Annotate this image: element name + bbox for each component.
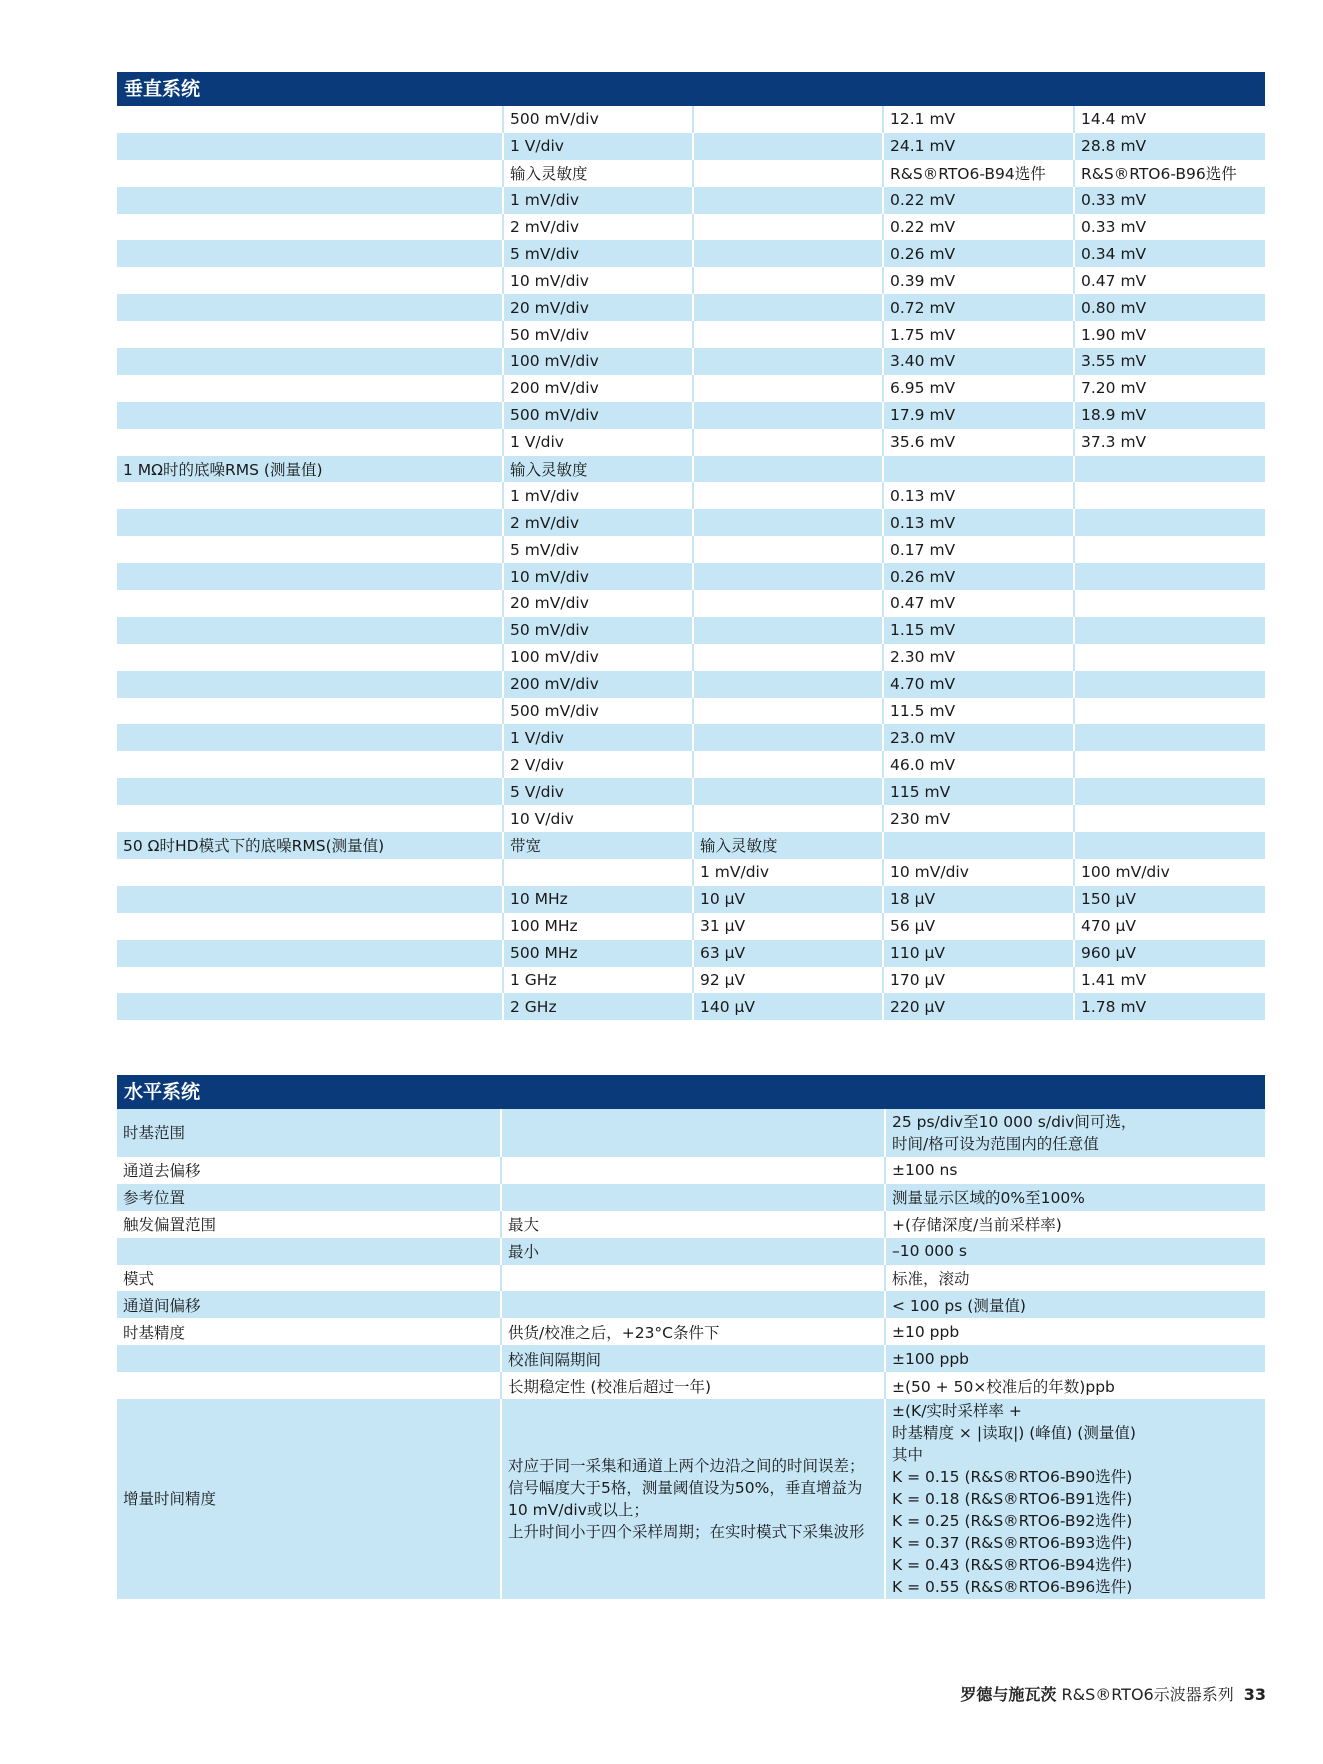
table-cell: 5 mV/div [503, 536, 693, 563]
table-cell [117, 913, 503, 940]
table-cell [1074, 590, 1265, 617]
table-cell: 输入灵敏度 [503, 456, 693, 483]
table-cell: ±100 ns [885, 1157, 1265, 1184]
table-cell [117, 187, 503, 214]
table-cell: 200 mV/div [503, 671, 693, 698]
table-cell [1074, 832, 1265, 859]
table-cell [883, 456, 1074, 483]
table-cell [693, 671, 883, 698]
table-cell [117, 1238, 501, 1265]
table-row [117, 1184, 1265, 1211]
vertical-spec-table [117, 106, 1265, 1020]
table-cell: 46.0 mV [883, 751, 1074, 778]
table-cell: 10 mV/div [503, 563, 693, 590]
table-cell: 25 ps/div至10 000 s/div间可选， 时间/格可设为范围内的任意值 [885, 1109, 1265, 1157]
table-cell [1074, 456, 1265, 483]
table-cell: 1.78 mV [1074, 993, 1265, 1020]
table-cell: 500 MHz [503, 940, 693, 967]
table-row [117, 671, 1265, 698]
table-cell: 500 mV/div [503, 106, 693, 133]
table-cell: 0.13 mV [883, 482, 1074, 509]
table-cell [501, 1265, 885, 1292]
table-cell [1074, 617, 1265, 644]
table-cell: 1 MΩ时的底噪RMS (测量值) [117, 456, 503, 483]
table-cell: 100 MHz [503, 913, 693, 940]
table-cell [503, 859, 693, 886]
table-row [117, 644, 1265, 671]
table-row [117, 187, 1265, 214]
table-cell: 2 V/div [503, 751, 693, 778]
table-row [117, 940, 1265, 967]
table-row [117, 214, 1265, 241]
table-cell [117, 509, 503, 536]
table-cell [1074, 563, 1265, 590]
table-row [117, 294, 1265, 321]
table-cell [117, 1345, 501, 1372]
table-cell: 1.41 mV [1074, 967, 1265, 994]
table-cell [693, 644, 883, 671]
table-cell [693, 321, 883, 348]
table-cell: 10 mV/div [503, 267, 693, 294]
table-cell [693, 724, 883, 751]
table-cell: 0.33 mV [1074, 214, 1265, 241]
table-cell: 63 µV [693, 940, 883, 967]
table-cell: 200 mV/div [503, 375, 693, 402]
table-cell: 通道间偏移 [117, 1291, 501, 1318]
table-cell [693, 402, 883, 429]
table-cell: 标准，滚动 [885, 1265, 1265, 1292]
table-cell: 1.15 mV [883, 617, 1074, 644]
table-cell: 3.55 mV [1074, 348, 1265, 375]
table-cell: 时基精度 [117, 1318, 501, 1345]
table-cell: 1 V/div [503, 724, 693, 751]
table-cell: 时基范围 [117, 1109, 501, 1157]
table-row [117, 1109, 1265, 1157]
table-cell [1074, 671, 1265, 698]
table-cell: 2 mV/div [503, 214, 693, 241]
table-cell: 2 mV/div [503, 509, 693, 536]
table-cell: 1 V/div [503, 429, 693, 456]
table-cell: 0.34 mV [1074, 240, 1265, 267]
table-cell: 11.5 mV [883, 698, 1074, 725]
section-title-vertical: 垂直系统 [117, 72, 1265, 106]
table-row [117, 1157, 1265, 1184]
table-row [117, 348, 1265, 375]
table-cell [117, 805, 503, 832]
footer-series: R&S®RTO6示波器系列 [1056, 1685, 1234, 1704]
table-cell: 0.17 mV [883, 536, 1074, 563]
table-row [117, 590, 1265, 617]
table-cell [693, 509, 883, 536]
table-cell: 带宽 [503, 832, 693, 859]
table-cell [693, 133, 883, 160]
table-cell: 24.1 mV [883, 133, 1074, 160]
table-cell: 3.40 mV [883, 348, 1074, 375]
table-cell: 1 mV/div [503, 187, 693, 214]
table-cell [693, 482, 883, 509]
table-cell: 500 mV/div [503, 402, 693, 429]
page-number: 33 [1243, 1685, 1266, 1704]
footer-brand: 罗德与施瓦茨 [960, 1685, 1057, 1704]
table-row [117, 106, 1265, 133]
table-cell [117, 671, 503, 698]
table-cell: 220 µV [883, 993, 1074, 1020]
table-row [117, 429, 1265, 456]
table-cell [693, 187, 883, 214]
table-row [117, 1238, 1265, 1265]
table-cell [117, 294, 503, 321]
table-cell: 5 V/div [503, 778, 693, 805]
table-cell: 470 µV [1074, 913, 1265, 940]
table-cell: 150 µV [1074, 886, 1265, 913]
table-cell: 18.9 mV [1074, 402, 1265, 429]
table-cell [1074, 724, 1265, 751]
table-cell [1074, 778, 1265, 805]
table-cell: 测量显示区域的0%至100% [885, 1184, 1265, 1211]
table-row [117, 859, 1265, 886]
table-cell: +(存储深度/当前采样率) [885, 1211, 1265, 1238]
table-cell: 输入灵敏度 [693, 832, 883, 859]
table-cell: 0.13 mV [883, 509, 1074, 536]
table-cell [693, 429, 883, 456]
table-cell [693, 617, 883, 644]
table-cell [693, 160, 883, 187]
table-row [117, 724, 1265, 751]
table-cell [693, 375, 883, 402]
table-cell: 23.0 mV [883, 724, 1074, 751]
table-cell: 0.26 mV [883, 563, 1074, 590]
table-cell [693, 214, 883, 241]
table-row [117, 1318, 1265, 1345]
table-cell [501, 1184, 885, 1211]
table-cell: 0.33 mV [1074, 187, 1265, 214]
table-row [117, 1291, 1265, 1318]
table-cell: 20 mV/div [503, 590, 693, 617]
table-cell [117, 267, 503, 294]
table-cell: 长期稳定性 (校准后超过一年) [501, 1372, 885, 1399]
table-cell [117, 240, 503, 267]
table-cell [501, 1157, 885, 1184]
table-cell: ±10 ppb [885, 1318, 1265, 1345]
table-cell: 0.47 mV [883, 590, 1074, 617]
table-cell: 4.70 mV [883, 671, 1074, 698]
table-cell: 最大 [501, 1211, 885, 1238]
table-cell: 10 V/div [503, 805, 693, 832]
table-cell: 1 V/div [503, 133, 693, 160]
table-cell [117, 133, 503, 160]
table-cell: 输入灵敏度 [503, 160, 693, 187]
table-cell: 35.6 mV [883, 429, 1074, 456]
table-cell: 18 µV [883, 886, 1074, 913]
table-cell: 最小 [501, 1238, 885, 1265]
table-cell [501, 1109, 885, 1157]
table-cell [693, 348, 883, 375]
table-cell [501, 1291, 885, 1318]
table-row [117, 375, 1265, 402]
table-cell [117, 993, 503, 1020]
table-cell: 10 MHz [503, 886, 693, 913]
table-cell: 56 µV [883, 913, 1074, 940]
table-row [117, 886, 1265, 913]
table-cell: 模式 [117, 1265, 501, 1292]
table-cell [117, 1372, 501, 1399]
table-row [117, 832, 1265, 859]
table-cell [883, 832, 1074, 859]
table-row [117, 1345, 1265, 1372]
table-cell: 960 µV [1074, 940, 1265, 967]
table-row [117, 509, 1265, 536]
table-cell [1074, 805, 1265, 832]
table-cell: 100 mV/div [1074, 859, 1265, 886]
table-cell [117, 724, 503, 751]
table-cell: 92 µV [693, 967, 883, 994]
table-cell [117, 321, 503, 348]
table-cell [117, 698, 503, 725]
table-cell [117, 778, 503, 805]
table-cell [117, 348, 503, 375]
table-cell [693, 536, 883, 563]
table-cell: R&S®RTO6-B94选件 [883, 160, 1074, 187]
table-cell: 2.30 mV [883, 644, 1074, 671]
table-cell: < 100 ps (测量值) [885, 1291, 1265, 1318]
table-cell: ±(50 + 50×校准后的年数)ppb [885, 1372, 1265, 1399]
table-row [117, 456, 1265, 483]
table-cell [1074, 751, 1265, 778]
table-cell: 触发偏置范围 [117, 1211, 501, 1238]
table-cell: 校准间隔期间 [501, 1345, 885, 1372]
table-cell [117, 563, 503, 590]
table-cell [117, 644, 503, 671]
table-cell: 对应于同一采集和通道上两个边沿之间的时间误差； 信号幅度大于5格，测量阈值设为50%，垂直增益为10 mV/div或以上； 上升时间小于四个采样周期；在实时模式下采集波形 [501, 1399, 885, 1599]
table-cell: ±(K/实时采样率 + 时基精度 × |读取|) (峰值) (测量值) 其中 K = 0.15 (R&S®RTO6-B90选件) K = 0.18 (R&S®RTO6-B91选件) K = 0.25 (R&S®RTO6-B92选件) K = 0.37 (R&S®RTO6-B93选件) K = 0.43 (R&S®RTO6-B94选件) K = 0.55 (R&S®RTO6-B96选件) [885, 1399, 1265, 1599]
table-cell: 0.47 mV [1074, 267, 1265, 294]
horizontal-spec-table [117, 1109, 1265, 1599]
table-cell [693, 590, 883, 617]
table-cell: 100 mV/div [503, 644, 693, 671]
table-cell [117, 160, 503, 187]
table-cell [693, 456, 883, 483]
table-cell [1074, 644, 1265, 671]
table-cell [117, 214, 503, 241]
table-cell: 1 mV/div [693, 859, 883, 886]
table-cell [117, 751, 503, 778]
table-row [117, 240, 1265, 267]
table-row [117, 160, 1265, 187]
table-cell: 500 mV/div [503, 698, 693, 725]
table-cell: 50 mV/div [503, 321, 693, 348]
table-cell: 0.80 mV [1074, 294, 1265, 321]
table-cell: 170 µV [883, 967, 1074, 994]
table-cell: 140 µV [693, 993, 883, 1020]
table-row [117, 321, 1265, 348]
table-row [117, 698, 1265, 725]
table-cell: 17.9 mV [883, 402, 1074, 429]
table-cell: 50 mV/div [503, 617, 693, 644]
table-cell: 230 mV [883, 805, 1074, 832]
table-cell: 20 mV/div [503, 294, 693, 321]
table-cell: 1 GHz [503, 967, 693, 994]
table-row [117, 778, 1265, 805]
table-row [117, 133, 1265, 160]
table-cell: 参考位置 [117, 1184, 501, 1211]
table-cell: 10 µV [693, 886, 883, 913]
table-cell: 110 µV [883, 940, 1074, 967]
table-cell [117, 402, 503, 429]
table-cell [693, 267, 883, 294]
page-footer [960, 1682, 1266, 1705]
table-row [117, 482, 1265, 509]
table-cell: 12.1 mV [883, 106, 1074, 133]
table-cell: 0.22 mV [883, 187, 1074, 214]
table-cell: 50 Ω时HD模式下的底噪RMS(测量值) [117, 832, 503, 859]
table-cell: 通道去偏移 [117, 1157, 501, 1184]
table-cell: 0.72 mV [883, 294, 1074, 321]
table-cell: 1.75 mV [883, 321, 1074, 348]
table-row [117, 1372, 1265, 1399]
table-cell [117, 590, 503, 617]
table-cell [693, 106, 883, 133]
table-cell [693, 805, 883, 832]
table-row [117, 536, 1265, 563]
table-cell: –10 000 s [885, 1238, 1265, 1265]
table-row [117, 993, 1265, 1020]
table-cell [117, 536, 503, 563]
table-cell [693, 240, 883, 267]
table-cell [693, 563, 883, 590]
table-cell: R&S®RTO6-B96选件 [1074, 160, 1265, 187]
table-cell [117, 375, 503, 402]
table-row [117, 1211, 1265, 1238]
table-cell [1074, 509, 1265, 536]
table-cell: 1.90 mV [1074, 321, 1265, 348]
table-cell [693, 778, 883, 805]
table-cell [693, 698, 883, 725]
table-cell: 14.4 mV [1074, 106, 1265, 133]
table-row [117, 913, 1265, 940]
table-row [117, 967, 1265, 994]
table-row [117, 805, 1265, 832]
table-cell: 6.95 mV [883, 375, 1074, 402]
table-row [117, 563, 1265, 590]
table-row [117, 267, 1265, 294]
table-cell: 100 mV/div [503, 348, 693, 375]
table-cell: 37.3 mV [1074, 429, 1265, 456]
table-cell: 2 GHz [503, 993, 693, 1020]
table-cell: 5 mV/div [503, 240, 693, 267]
table-cell [1074, 698, 1265, 725]
table-cell [117, 482, 503, 509]
table-row [117, 751, 1265, 778]
section-title-horizontal: 水平系统 [117, 1075, 1265, 1109]
table-cell: 0.26 mV [883, 240, 1074, 267]
table-row [117, 1265, 1265, 1292]
table-cell: 供货/校准之后，+23°C条件下 [501, 1318, 885, 1345]
table-cell: 10 mV/div [883, 859, 1074, 886]
table-cell: 31 µV [693, 913, 883, 940]
table-cell: 0.22 mV [883, 214, 1074, 241]
table-cell [117, 967, 503, 994]
table-cell: 增量时间精度 [117, 1399, 501, 1599]
table-row [117, 402, 1265, 429]
table-cell: 28.8 mV [1074, 133, 1265, 160]
table-cell [117, 940, 503, 967]
table-cell [1074, 482, 1265, 509]
table-cell: 7.20 mV [1074, 375, 1265, 402]
table-cell [693, 751, 883, 778]
table-cell [117, 617, 503, 644]
table-row [117, 617, 1265, 644]
table-cell [117, 886, 503, 913]
table-cell [117, 106, 503, 133]
table-cell [1074, 536, 1265, 563]
table-cell: 1 mV/div [503, 482, 693, 509]
table-cell: 115 mV [883, 778, 1074, 805]
table-cell: 0.39 mV [883, 267, 1074, 294]
table-cell: ±100 ppb [885, 1345, 1265, 1372]
table-cell [117, 429, 503, 456]
table-cell [693, 294, 883, 321]
table-row [117, 1399, 1265, 1599]
table-cell [117, 859, 503, 886]
